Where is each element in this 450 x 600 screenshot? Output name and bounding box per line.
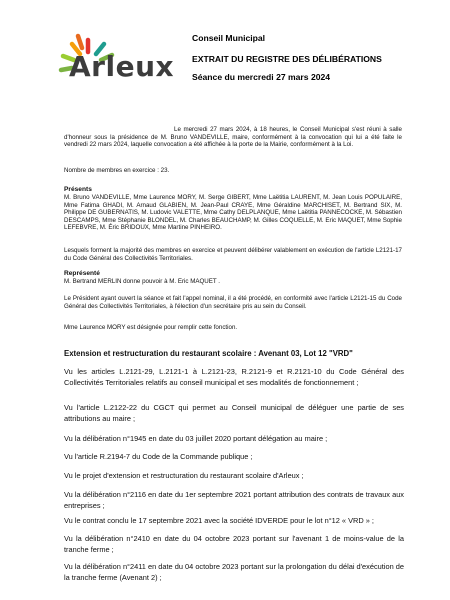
logo-text: Arleux <box>69 50 175 83</box>
quorum-text: Lesquels forment la majorité des membres en exercice et peuvent délibérer valablement en exécution de l'article L2121-17 du Code Général des Collectivités Territoriales. <box>64 247 402 262</box>
vu-item: Vu le projet d'extension et restructuration du restaurant scolaire d'Arleux ; <box>64 471 304 480</box>
vu-item: Vu la délibération n°1945 en date du 03 juillet 2020 portant délégation au maire ; <box>64 434 328 443</box>
represented-heading: Représenté <box>64 270 100 277</box>
vu-item: Vu la délibération n°2411 en date du 04 octobre 2023 portant sur la prolongation du délai d'exécution de la tranche ferme (Avenant 2) ; <box>64 562 404 582</box>
vu-item: Vu l'article L.2122-22 du CGCT qui permet au Conseil municipal de déléguer une partie de ses attributions au maire ; <box>64 403 404 423</box>
vu-item: Vu le contrat conclu le 17 septembre 2021 avec la société IDVERDE pour le lot n°12 « VRD » ; <box>64 516 374 525</box>
vu-item: Vu la délibération n°2410 en date du 04 octobre 2023 portant sur l'avenant 1 de moins-value de la tranche ferme ; <box>64 534 404 554</box>
intro-paragraph: Le mercredi 27 mars 2024, à 18 heures, le Conseil Municipal s'est réuni à salle d'honneur sous la présidence de M. Bruno VANDEVILLE, maire, conformément à la convocation qui lui a été faite le vendredi 22 mars 2024, laquelle convocation a été affichée à la porte de la Mairie, conformément à la Loi. <box>64 126 402 149</box>
register-title: EXTRAIT DU REGISTRE DES DÉLIBÉRATIONS <box>192 54 382 64</box>
council-title: Conseil Municipal <box>192 33 266 43</box>
session-date: Séance du mercredi 27 mars 2024 <box>192 72 331 82</box>
secretary-name: Mme Laurence MORY est désignée pour remplir cette fonction. <box>64 324 238 331</box>
represented-list: M. Bertrand MERLIN donne pouvoir à M. Eric MAQUET . <box>64 278 221 285</box>
members-count: Nombre de membres en exercice : 23. <box>64 167 170 174</box>
vu-item: Vu la délibération n°2116 en date du 1er septembre 2021 portant attribution des contrats de travaux aux entreprises ; <box>64 490 404 510</box>
secretary-text: Le Président ayant ouvert la séance et fait l'appel nominal, il a été procédé, en conformité avec l'article L2121-15 du Code Général des Collectivités Territoriales, à l'élection d'un secrétaire pris au sein du Conseil. <box>64 295 402 310</box>
vu-item: Vu les articles L.2121-29, L.2121-1 à L.2121-23, R.2121-9 et R.2121-10 du Code Général des Collectivités Territoriales relatifs au conseil municipal et ses modalités de fonctionnement ; <box>64 367 404 387</box>
present-list: M. Bruno VANDEVILLE, Mme Laurence MORY, M. Serge GIBERT, Mme Laëtitia LAURENT, M. Jean Louis POPULAIRE, Mme Fatima GHADI, M. Arnaud GLABIEN, M. Jean-Paul CRAYE, Mme Géraldine MARCHISET, M. Bertrand SIX, M. Philippe DE GUBERNATIS, M. Ludovic VALETTE, Mme Cathy DELPLANQUE, Mme Laëtitia PANNECOCKE, M. Sébastien DESCAMPS, Mme Stéphanie BLONDEL, M. Charles BEAUCHAMP, M. Gilles COQUELLE, M. Eric MAQUET, Mme Sophie LEFEBVRE, M. Éric BRIDOUX, Mme Martine PINHEIRO. <box>64 194 402 232</box>
present-heading: Présents <box>64 186 92 193</box>
deliberation-title: Extension et restructuration du restaurant scolaire : Avenant 03, Lot 12 "VRD" <box>64 349 353 358</box>
vu-item: Vu l'article R.2194-7 du Code de la Commande publique ; <box>64 452 253 461</box>
